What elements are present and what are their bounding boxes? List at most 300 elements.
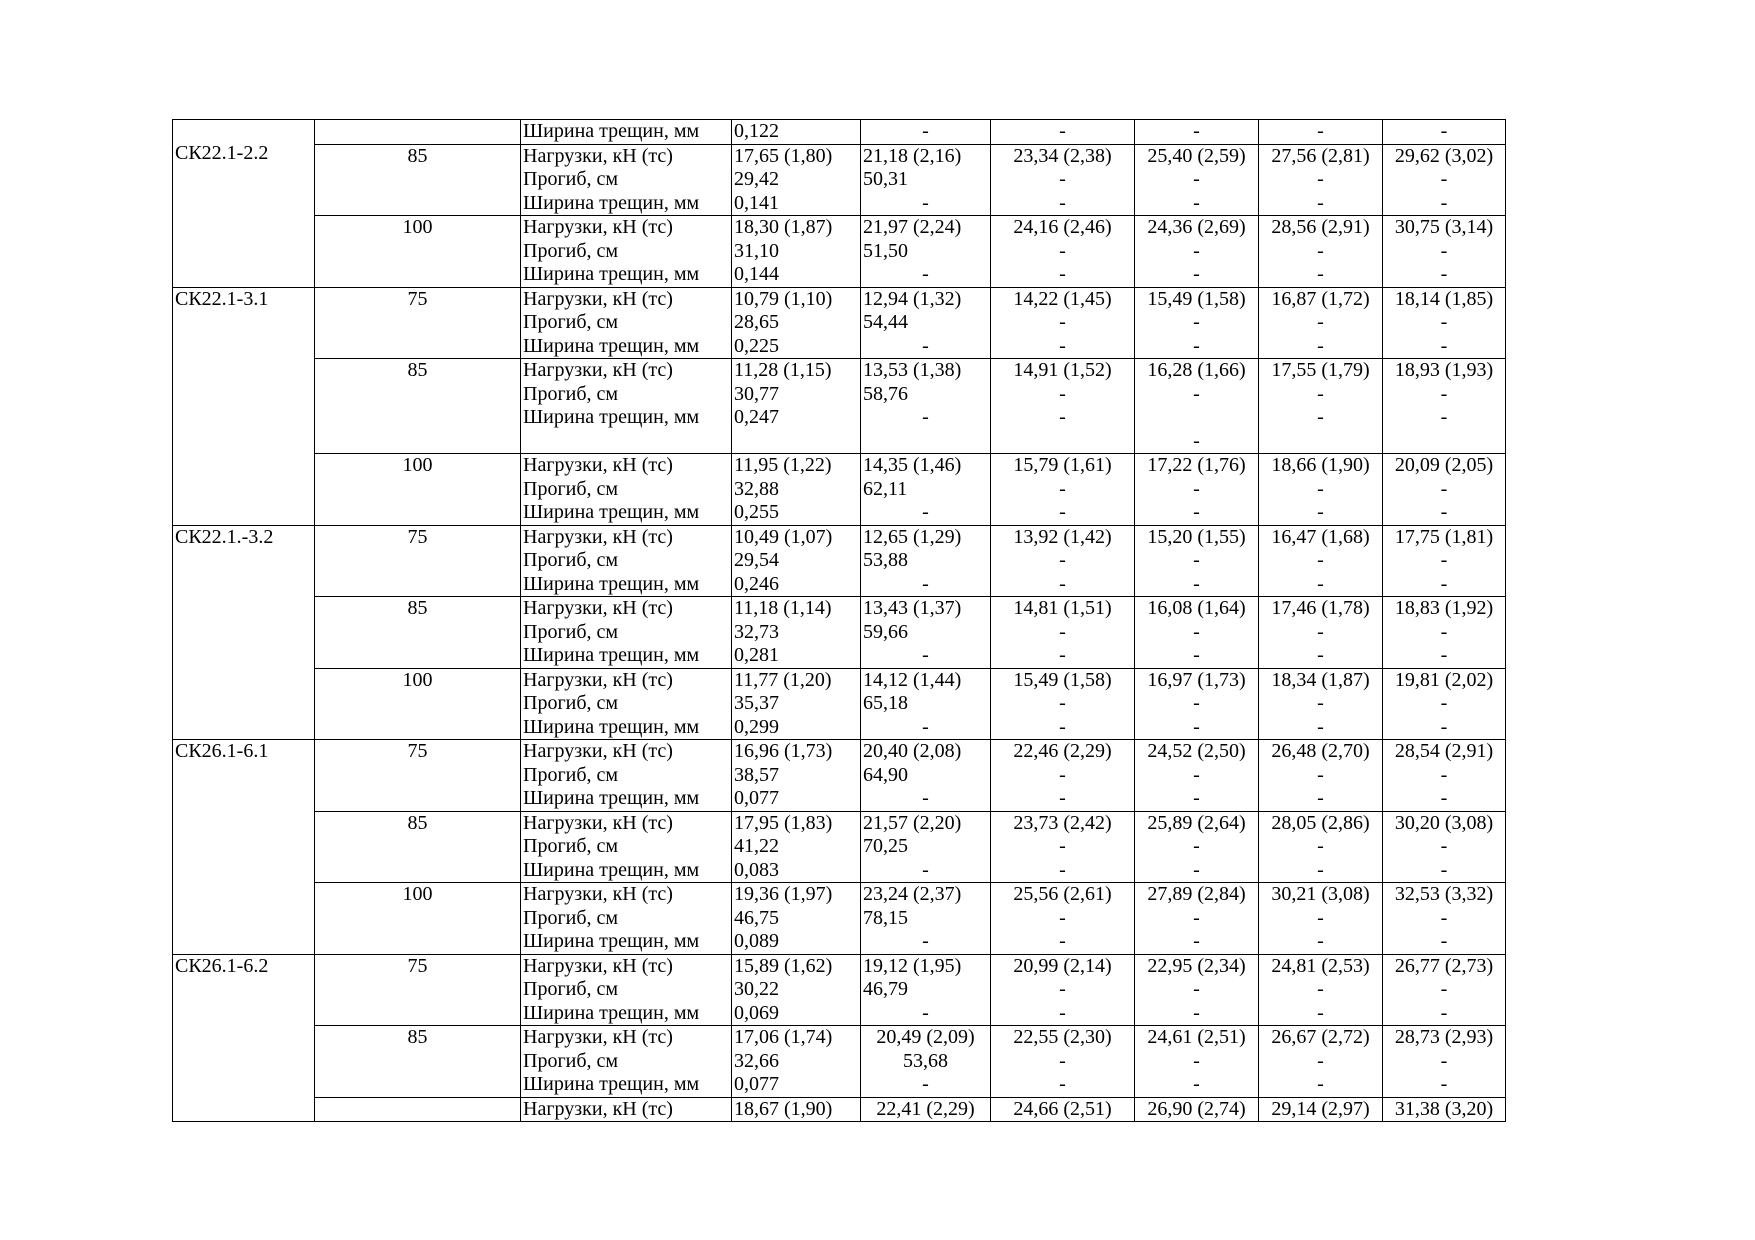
value-text: 23,24 (2,37) <box>863 883 962 905</box>
parameter-names <box>521 1097 732 1122</box>
value-text: - <box>1059 382 1066 405</box>
value-text: - <box>922 263 929 285</box>
parameter-names <box>521 597 732 669</box>
parameter-label: Ширина трещин, мм <box>523 501 700 523</box>
value-text: - <box>1317 334 1324 357</box>
value-text: - <box>922 644 929 666</box>
parameter-label: Ширина трещин, мм <box>523 1001 700 1024</box>
parameter-label: Ширина трещин, мм <box>523 191 700 214</box>
value-cell <box>861 811 991 883</box>
value-text: 17,06 (1,74) <box>734 1026 833 1048</box>
value-text: 16,28 (1,66) <box>1147 359 1246 381</box>
parameter-label: Прогиб, см <box>523 382 619 405</box>
value-text: 0,089 <box>734 930 779 952</box>
value-cell <box>1259 883 1383 955</box>
diameter-cell <box>315 1097 521 1122</box>
value-text: - <box>1059 501 1066 523</box>
product-mark: СК26.1-6.1 <box>173 740 315 955</box>
value-cell <box>732 668 861 740</box>
value-text: 0,077 <box>734 1073 779 1095</box>
value-cell <box>1135 454 1259 526</box>
parameter-label: Нагрузки, кН (тс) <box>523 216 673 238</box>
value-text: 24,81 (2,53) <box>1271 954 1370 977</box>
value-text: - <box>1317 692 1324 714</box>
value-cell <box>991 359 1135 454</box>
value-text: - <box>1440 191 1448 214</box>
value-cell <box>1259 359 1383 454</box>
value-text: - <box>1440 715 1448 738</box>
product-mark: СК22.1-2.2 <box>173 120 315 288</box>
value-text: 24,16 (2,46) <box>1013 216 1112 238</box>
value-text: - <box>1059 572 1066 595</box>
value-text: 46,79 <box>863 978 908 1000</box>
value-cell <box>861 740 991 812</box>
table-row <box>173 1097 1506 1122</box>
value-text: 62,11 <box>863 477 908 500</box>
value-text: - <box>1317 382 1324 405</box>
value-text: 22,41 (2,29) <box>876 1097 975 1120</box>
value-text: - <box>1059 1001 1066 1024</box>
parameter-label: Прогиб, см <box>523 549 619 571</box>
value-text: 14,81 (1,51) <box>1013 597 1112 619</box>
value-text: - <box>1317 620 1324 643</box>
value-cell <box>1259 216 1383 288</box>
value-text: - <box>1193 477 1200 500</box>
value-text: 24,61 (2,51) <box>1147 1026 1246 1048</box>
value-text: - <box>1059 263 1066 285</box>
value-text: - <box>1317 644 1324 666</box>
value-cell <box>861 668 991 740</box>
value-text: - <box>1440 406 1448 428</box>
value-text: - <box>1193 1049 1200 1072</box>
value-cell <box>1135 144 1259 216</box>
diameter-cell: 85 <box>315 1026 521 1098</box>
value-cell <box>1135 1097 1259 1122</box>
parameter-label: Прогиб, см <box>523 763 619 786</box>
parameter-label: Прогиб, см <box>523 620 619 643</box>
value-text: - <box>1193 858 1200 881</box>
value-cell <box>991 216 1135 288</box>
value-text: 0,083 <box>734 858 779 881</box>
value-text: - <box>1440 692 1448 714</box>
value-text: - <box>1317 406 1324 428</box>
parameter-label: Прогиб, см <box>523 835 619 857</box>
value-text: - <box>1059 906 1066 929</box>
value-text: - <box>1193 715 1200 738</box>
value-cell <box>861 1097 991 1122</box>
value-text: 32,73 <box>734 620 779 643</box>
value-text: 18,14 (1,85) <box>1394 287 1494 310</box>
value-cell <box>991 454 1135 526</box>
value-text: - <box>1193 787 1200 809</box>
value-text: 51,50 <box>863 239 908 262</box>
parameter-label: Ширина трещин, мм <box>523 572 700 595</box>
value-text: - <box>922 1001 929 1024</box>
value-text: 22,95 (2,34) <box>1147 954 1246 977</box>
parameter-label: Нагрузки, кН (тс) <box>523 359 673 381</box>
diameter-cell <box>315 120 521 145</box>
value-text: 0,069 <box>734 1001 779 1024</box>
table-row <box>173 359 1506 454</box>
value-text: 0,122 <box>734 120 779 142</box>
value-text: - <box>922 1073 929 1095</box>
value-text: 16,96 (1,73) <box>734 740 833 762</box>
value-text: 31,38 (3,20) <box>1394 1097 1494 1120</box>
value-text: 0,255 <box>734 501 779 523</box>
table-row <box>173 454 1506 526</box>
value-cell <box>1383 144 1506 216</box>
value-cell <box>732 1026 861 1098</box>
value-text: - <box>1440 906 1448 929</box>
value-text: 17,46 (1,78) <box>1271 597 1370 619</box>
parameter-label: Нагрузки, кН (тс) <box>523 454 673 476</box>
value-text: 10,79 (1,10) <box>734 287 833 310</box>
value-text: - <box>1317 311 1324 333</box>
parameter-label: Прогиб, см <box>523 906 619 929</box>
value-cell <box>991 954 1135 1026</box>
value-cell <box>991 597 1135 669</box>
value-cell <box>861 525 991 597</box>
table-row <box>173 811 1506 883</box>
value-cell <box>861 359 991 454</box>
value-text: - <box>1193 382 1200 405</box>
value-text: 20,49 (2,09) <box>876 1026 975 1048</box>
parameter-label: Нагрузки, кН (тс) <box>523 954 673 977</box>
parameter-names <box>521 287 732 359</box>
value-text: - <box>922 120 929 142</box>
value-text: - <box>1193 191 1200 214</box>
value-text: 30,20 (3,08) <box>1394 811 1494 834</box>
diameter-cell: 75 <box>315 740 521 812</box>
value-cell <box>732 216 861 288</box>
diameter-cell: 85 <box>315 811 521 883</box>
value-text: 13,43 (1,37) <box>863 597 962 619</box>
value-cell <box>732 454 861 526</box>
table-row <box>173 120 1506 145</box>
value-text: 14,12 (1,44) <box>863 668 962 691</box>
value-cell <box>861 454 991 526</box>
value-text: 30,22 <box>734 978 779 1000</box>
value-cell <box>732 954 861 1026</box>
value-text: 14,91 (1,52) <box>1013 359 1112 381</box>
value-cell <box>861 883 991 955</box>
value-text: - <box>1440 239 1448 262</box>
value-text: 35,37 <box>734 692 779 714</box>
value-text: - <box>1317 906 1324 929</box>
value-text: 78,15 <box>863 906 908 929</box>
value-text: 17,75 (1,81) <box>1394 525 1494 548</box>
parameter-label: Прогиб, см <box>523 477 619 500</box>
value-text: 25,40 (2,59) <box>1147 144 1246 167</box>
value-text: 23,73 (2,42) <box>1013 811 1112 834</box>
value-text: 16,47 (1,68) <box>1271 525 1370 548</box>
value-text: - <box>1317 239 1324 262</box>
parameter-label: Ширина трещин, мм <box>523 644 700 666</box>
value-text: - <box>1317 120 1324 142</box>
value-text: - <box>1193 334 1200 357</box>
value-text: 29,62 (3,02) <box>1394 144 1494 167</box>
value-cell <box>861 1026 991 1098</box>
value-cell <box>1383 883 1506 955</box>
value-text: 16,08 (1,64) <box>1147 597 1246 619</box>
value-text: 19,81 (2,02) <box>1394 668 1494 691</box>
value-text: - <box>1059 1049 1066 1072</box>
parameter-label: Ширина трещин, мм <box>523 715 700 738</box>
value-cell <box>991 811 1135 883</box>
value-text: 27,89 (2,84) <box>1147 883 1246 905</box>
value-cell <box>1135 120 1259 145</box>
value-text: - <box>1440 763 1448 786</box>
value-text: - <box>1317 763 1324 786</box>
value-text: 64,90 <box>863 763 908 786</box>
value-text: 53,88 <box>863 549 908 571</box>
value-cell <box>991 668 1135 740</box>
table-row <box>173 883 1506 955</box>
value-text: - <box>922 406 929 428</box>
value-text: - <box>1317 835 1324 857</box>
value-text: - <box>922 501 929 523</box>
value-text: 13,53 (1,38) <box>863 359 962 381</box>
value-text: - <box>1193 835 1200 857</box>
value-text: 24,66 (2,51) <box>1013 1097 1112 1120</box>
value-text: - <box>1193 572 1200 595</box>
value-text: - <box>1059 930 1066 952</box>
value-cell <box>991 1097 1135 1122</box>
value-text: 18,30 (1,87) <box>734 216 833 238</box>
value-text: - <box>1059 334 1066 357</box>
value-text: - <box>1193 930 1200 952</box>
diameter-cell: 100 <box>315 216 521 288</box>
value-cell <box>1259 668 1383 740</box>
value-cell <box>861 287 991 359</box>
parameter-label: Прогиб, см <box>523 168 619 190</box>
value-text: - <box>1059 239 1066 262</box>
value-text: - <box>1440 263 1448 285</box>
value-text: 11,18 (1,14) <box>734 597 832 619</box>
value-text: - <box>1440 549 1448 571</box>
table-row <box>173 525 1506 597</box>
parameter-names <box>521 120 732 145</box>
parameter-label: Нагрузки, кН (тс) <box>523 811 673 834</box>
diameter-cell: 75 <box>315 525 521 597</box>
parameter-label: Ширина трещин, мм <box>523 787 700 809</box>
value-text: - <box>1440 572 1448 595</box>
value-text: 25,56 (2,61) <box>1013 883 1112 905</box>
product-mark: СК22.1-3.1 <box>173 287 315 525</box>
value-text: - <box>1193 1073 1200 1095</box>
parameter-label: Ширина трещин, мм <box>523 334 700 357</box>
parameter-label: Ширина трещин, мм <box>523 120 700 142</box>
value-text: - <box>1193 120 1200 142</box>
value-text: - <box>1317 858 1324 881</box>
value-text: 54,44 <box>863 311 908 333</box>
value-text: - <box>1317 191 1324 214</box>
value-text: - <box>1193 501 1200 523</box>
value-text: 22,55 (2,30) <box>1013 1026 1112 1048</box>
value-cell <box>861 120 991 145</box>
value-text: 28,54 (2,91) <box>1394 740 1494 762</box>
value-cell <box>991 287 1135 359</box>
value-text: 28,56 (2,91) <box>1271 216 1370 238</box>
value-cell <box>732 597 861 669</box>
value-text: 0,144 <box>734 263 779 285</box>
product-mark: СК22.1.-3.2 <box>173 525 315 740</box>
value-text: 0,225 <box>734 334 779 357</box>
value-cell <box>1259 597 1383 669</box>
parameter-label: Прогиб, см <box>523 311 619 333</box>
value-cell <box>1259 954 1383 1026</box>
value-text: 11,95 (1,22) <box>734 454 832 476</box>
table-row <box>173 954 1506 1026</box>
parameter-label: Нагрузки, кН (тс) <box>523 1097 673 1120</box>
parameter-names <box>521 216 732 288</box>
value-text: 58,76 <box>863 382 908 405</box>
value-cell <box>861 144 991 216</box>
value-text: - <box>1193 644 1200 666</box>
value-text: - <box>1440 120 1448 142</box>
parameter-label: Нагрузки, кН (тс) <box>523 740 673 762</box>
value-text: - <box>1317 168 1324 190</box>
table-row <box>173 216 1506 288</box>
value-text: - <box>1440 644 1448 666</box>
value-text: - <box>922 572 929 595</box>
value-cell <box>1383 359 1506 454</box>
table-row <box>173 144 1506 216</box>
parameter-label: Прогиб, см <box>523 692 619 714</box>
value-text: 15,20 (1,55) <box>1147 525 1246 548</box>
value-cell <box>1383 454 1506 526</box>
value-cell <box>1135 597 1259 669</box>
value-text: 0,299 <box>734 715 779 738</box>
parameter-label: Прогиб, см <box>523 239 619 262</box>
value-text: 29,54 <box>734 549 779 571</box>
value-text: 21,57 (2,20) <box>863 811 962 834</box>
parameter-names <box>521 359 732 454</box>
value-cell <box>1135 359 1259 454</box>
value-cell <box>1135 1026 1259 1098</box>
value-text: - <box>1059 168 1066 190</box>
value-text: 18,66 (1,90) <box>1271 454 1370 476</box>
parameter-names <box>521 811 732 883</box>
value-text: - <box>1317 549 1324 571</box>
value-text: - <box>1059 120 1066 142</box>
value-text: - <box>1059 978 1066 1000</box>
value-text: - <box>1193 263 1200 285</box>
value-text: 14,22 (1,45) <box>1013 287 1112 310</box>
value-text: 0,141 <box>734 191 779 214</box>
value-text: - <box>1193 311 1200 333</box>
value-text: - <box>1193 620 1200 643</box>
value-cell <box>1383 216 1506 288</box>
value-text: - <box>1059 477 1066 500</box>
parameter-label: Нагрузки, кН (тс) <box>523 1026 673 1048</box>
value-cell <box>1259 740 1383 812</box>
value-text: 65,18 <box>863 692 908 714</box>
value-text: 53,68 <box>903 1049 948 1072</box>
value-cell <box>1135 525 1259 597</box>
value-cell <box>1135 668 1259 740</box>
diameter-cell: 75 <box>315 954 521 1026</box>
value-cell <box>1383 120 1506 145</box>
value-text: 18,67 (1,90) <box>734 1097 833 1120</box>
value-text: - <box>1193 692 1200 714</box>
value-text: - <box>1193 978 1200 1000</box>
value-cell <box>732 525 861 597</box>
value-text: - <box>922 930 929 952</box>
value-text: 30,77 <box>734 382 779 405</box>
parameter-label: Прогиб, см <box>523 1049 619 1072</box>
value-text: - <box>922 191 929 214</box>
value-text: 17,22 (1,76) <box>1147 454 1246 476</box>
value-text: - <box>1440 978 1448 1000</box>
parameter-label: Ширина трещин, мм <box>523 406 700 428</box>
value-text: 20,40 (2,08) <box>863 740 962 762</box>
value-text: 20,99 (2,14) <box>1013 954 1112 977</box>
value-text: - <box>1440 1073 1448 1095</box>
value-text: 18,34 (1,87) <box>1271 668 1370 691</box>
value-cell <box>861 216 991 288</box>
parameter-label: Нагрузки, кН (тс) <box>523 287 673 310</box>
value-text: 31,10 <box>734 239 779 262</box>
value-text: 17,65 (1,80) <box>734 144 833 167</box>
value-text: 32,66 <box>734 1049 779 1072</box>
value-text: 41,22 <box>734 835 779 857</box>
value-cell <box>1383 525 1506 597</box>
value-text: 0,246 <box>734 572 779 595</box>
value-text: - <box>1317 572 1324 595</box>
value-cell <box>1259 120 1383 145</box>
value-cell <box>732 287 861 359</box>
value-cell <box>991 1026 1135 1098</box>
value-text: 12,94 (1,32) <box>863 287 962 310</box>
value-text: 21,18 (2,16) <box>863 144 962 167</box>
value-text: - <box>1317 1001 1324 1024</box>
table-row <box>173 740 1506 812</box>
value-cell <box>1383 954 1506 1026</box>
value-text: - <box>1059 692 1066 714</box>
value-text: 28,05 (2,86) <box>1271 811 1370 834</box>
value-cell <box>861 954 991 1026</box>
value-text: - <box>1193 239 1200 262</box>
value-text: 38,57 <box>734 763 779 786</box>
value-cell <box>1135 740 1259 812</box>
value-text: - <box>1193 549 1200 571</box>
value-text: - <box>922 334 929 357</box>
value-text: - <box>1317 1073 1324 1095</box>
parameter-names <box>521 454 732 526</box>
value-text: - <box>922 787 929 809</box>
value-cell <box>1383 287 1506 359</box>
value-cell <box>991 740 1135 812</box>
value-text: 22,46 (2,29) <box>1013 740 1112 762</box>
value-text: 24,36 (2,69) <box>1147 216 1246 238</box>
value-text: - <box>1440 930 1448 952</box>
value-text: 59,66 <box>863 620 908 643</box>
value-text: 0,077 <box>734 787 779 809</box>
parameter-names <box>521 525 732 597</box>
value-text: 30,75 (3,14) <box>1394 216 1494 238</box>
value-cell <box>1383 1026 1506 1098</box>
parameter-label: Прогиб, см <box>523 978 619 1000</box>
value-text: 32,53 (3,32) <box>1394 883 1494 905</box>
value-text: - <box>1059 1073 1066 1095</box>
value-text: 29,42 <box>734 168 779 190</box>
value-cell <box>732 144 861 216</box>
parameter-label: Нагрузки, кН (тс) <box>523 883 673 905</box>
parameter-label: Ширина трещин, мм <box>523 1073 700 1095</box>
value-text: - <box>922 858 929 881</box>
value-text: - <box>1440 501 1448 523</box>
